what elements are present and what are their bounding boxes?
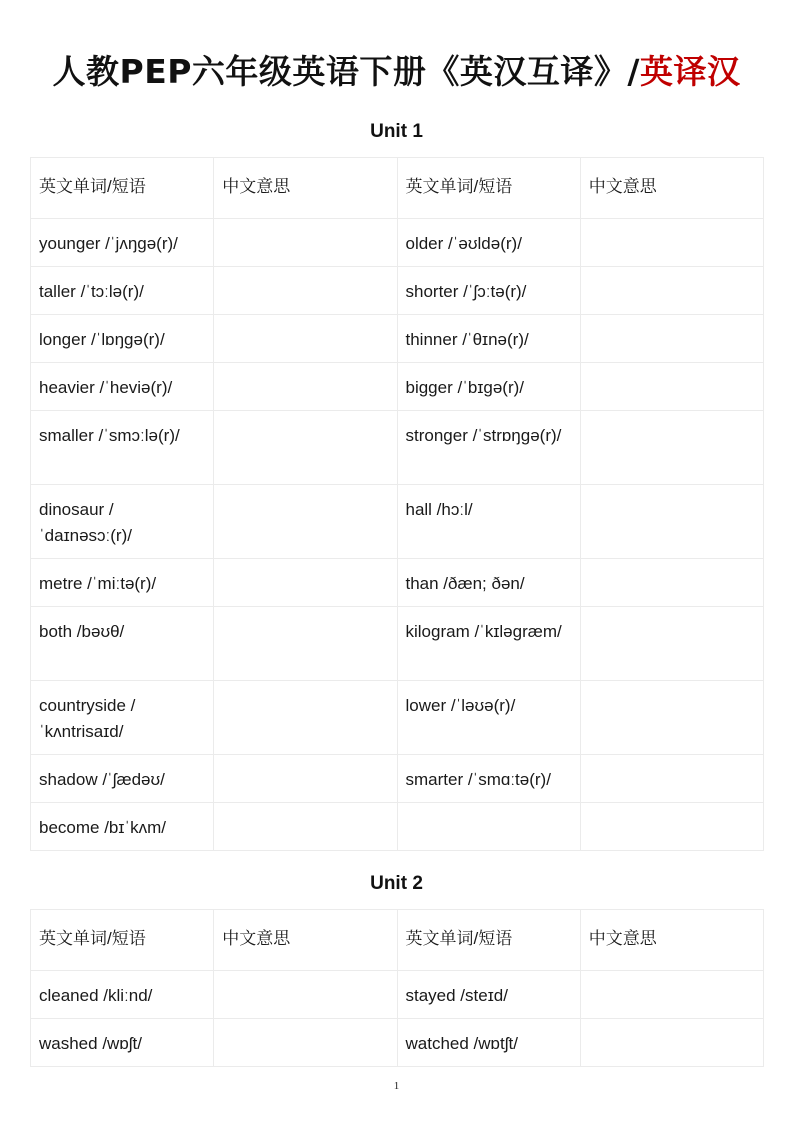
meaning-cell[interactable]	[214, 607, 397, 681]
unit-2-table	[30, 909, 764, 1067]
word-cell: older /ˈəʊldə(r)/	[397, 219, 580, 267]
table-row	[31, 971, 764, 1019]
table-row	[31, 559, 764, 607]
header-chinese: 中文意思	[580, 910, 763, 971]
meaning-cell[interactable]	[580, 755, 763, 803]
meaning-cell[interactable]	[580, 681, 763, 755]
table-row	[31, 681, 764, 755]
table-row	[31, 411, 764, 485]
word-cell: stronger /ˈstrɒŋɡə(r)/	[397, 411, 580, 485]
word-cell: longer /ˈlɒŋɡə(r)/	[31, 315, 214, 363]
meaning-cell[interactable]	[580, 315, 763, 363]
header-english: 英文单词/短语	[31, 910, 214, 971]
table-header-row	[31, 158, 764, 219]
table-header-row	[31, 910, 764, 971]
header-chinese: 中文意思	[580, 158, 763, 219]
page-number: 1	[393, 1080, 400, 1092]
meaning-cell[interactable]	[214, 755, 397, 803]
header-english: 英文单词/短语	[397, 158, 580, 219]
table-row	[31, 755, 764, 803]
meaning-cell[interactable]	[214, 681, 397, 755]
meaning-cell[interactable]	[580, 803, 763, 851]
table-row	[31, 315, 764, 363]
meaning-cell[interactable]	[214, 559, 397, 607]
word-cell: metre /ˈmiːtə(r)/	[31, 559, 214, 607]
meaning-cell[interactable]	[214, 219, 397, 267]
meaning-cell[interactable]	[580, 411, 763, 485]
word-cell: younger /ˈjʌŋɡə(r)/	[31, 219, 214, 267]
word-cell: cleaned /kliːnd/	[31, 971, 214, 1019]
meaning-cell[interactable]	[214, 1019, 397, 1067]
table-row	[31, 363, 764, 411]
word-cell: lower /ˈləʊə(r)/	[397, 681, 580, 755]
meaning-cell[interactable]	[214, 485, 397, 559]
meaning-cell[interactable]	[214, 411, 397, 485]
page-title	[0, 46, 793, 93]
meaning-cell[interactable]	[580, 219, 763, 267]
table-row	[31, 803, 764, 851]
table-row	[31, 219, 764, 267]
word-cell: shorter /ˈʃɔːtə(r)/	[397, 267, 580, 315]
header-chinese: 中文意思	[214, 158, 397, 219]
unit-1-heading: Unit 1	[370, 121, 423, 142]
word-cell: taller /ˈtɔːlə(r)/	[31, 267, 214, 315]
meaning-cell[interactable]	[214, 971, 397, 1019]
header-chinese: 中文意思	[214, 910, 397, 971]
table-row	[31, 485, 764, 559]
meaning-cell[interactable]	[580, 363, 763, 411]
word-cell: bigger /ˈbɪɡə(r)/	[397, 363, 580, 411]
word-cell: smaller /ˈsmɔːlə(r)/	[31, 411, 214, 485]
word-cell: shadow /ˈʃædəʊ/	[31, 755, 214, 803]
unit-2-heading: Unit 2	[370, 873, 423, 894]
meaning-cell[interactable]	[580, 971, 763, 1019]
meaning-cell[interactable]	[214, 363, 397, 411]
unit-1-table	[30, 157, 764, 851]
title-highlight: 英译汉	[639, 52, 741, 91]
word-cell: kilogram /ˈkɪləɡræm/	[397, 607, 580, 681]
header-english: 英文单词/短语	[31, 158, 214, 219]
meaning-cell[interactable]	[580, 267, 763, 315]
word-cell: thinner /ˈθɪnə(r)/	[397, 315, 580, 363]
meaning-cell[interactable]	[214, 803, 397, 851]
table-row	[31, 1019, 764, 1067]
meaning-cell[interactable]	[580, 485, 763, 559]
word-cell: both /bəʊθ/	[31, 607, 214, 681]
word-cell: watched /wɒtʃt/	[397, 1019, 580, 1067]
meaning-cell[interactable]	[214, 315, 397, 363]
word-cell: stayed /steɪd/	[397, 971, 580, 1019]
word-cell	[397, 803, 580, 851]
word-cell: countryside /ˈkʌntrisaɪd/	[31, 681, 214, 755]
word-cell: hall /hɔːl/	[397, 485, 580, 559]
meaning-cell[interactable]	[580, 1019, 763, 1067]
meaning-cell[interactable]	[580, 607, 763, 681]
word-cell: dinosaur /ˈdaɪnəsɔː(r)/	[31, 485, 214, 559]
meaning-cell[interactable]	[214, 267, 397, 315]
word-cell: heavier /ˈheviə(r)/	[31, 363, 214, 411]
meaning-cell[interactable]	[580, 559, 763, 607]
word-cell: become /bɪˈkʌm/	[31, 803, 214, 851]
table-row	[31, 267, 764, 315]
word-cell: smarter /ˈsmɑːtə(r)/	[397, 755, 580, 803]
word-cell: than /ðæn; ðən/	[397, 559, 580, 607]
word-cell: washed /wɒʃt/	[31, 1019, 214, 1067]
table-row	[31, 607, 764, 681]
title-main: 人教PEP六年级英语下册《英汉互译》/	[52, 52, 640, 91]
header-english: 英文单词/短语	[397, 910, 580, 971]
